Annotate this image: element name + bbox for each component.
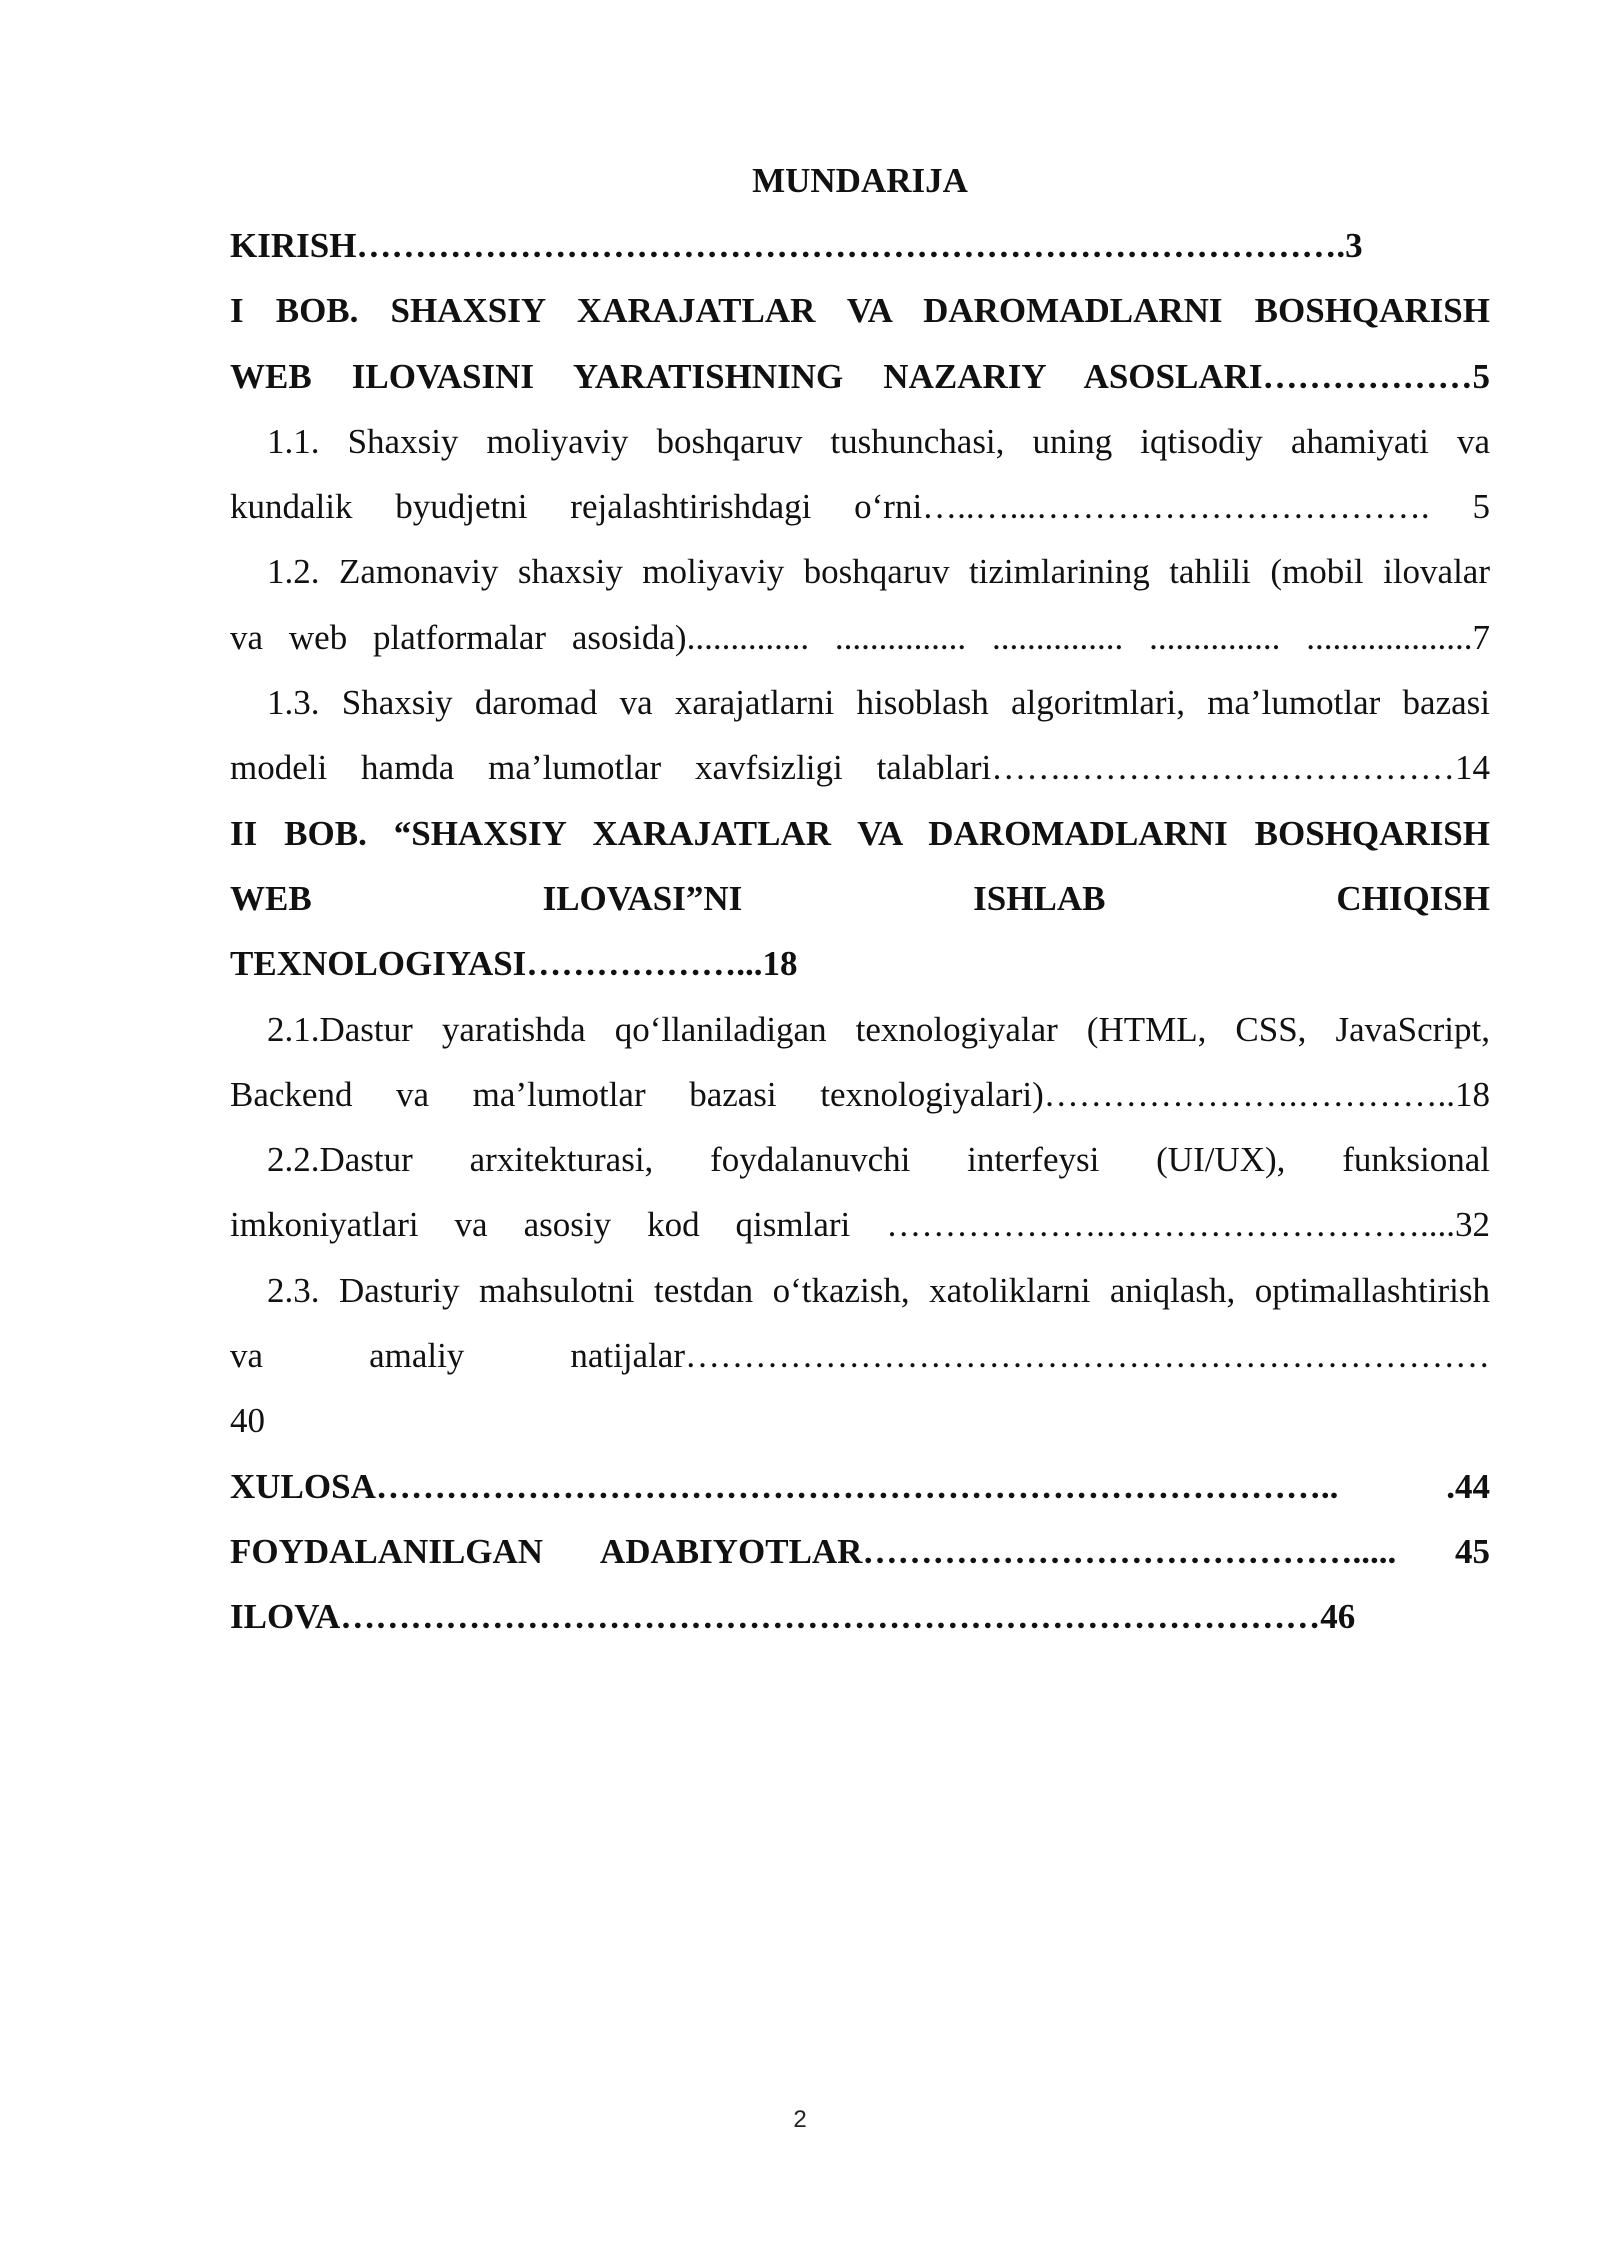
toc-line: 2.2.Dastur arxitekturasi, foydalanuvchi interfeysi (UI/UX), funksional bbox=[267, 1140, 1490, 1180]
toc-line: 2.1.Dastur yaratishda qo‘llaniladigan texnologiyalar (HTML, CSS, JavaScript, bbox=[267, 1009, 1490, 1049]
toc-line: va web platformalar asosida).............. ............... ............... ............... ...................7 bbox=[230, 617, 1490, 657]
toc-line: va amaliy natijalar…………………………………………………………… bbox=[230, 1336, 1490, 1376]
toc-line: 1.2. Zamonaviy shaxsiy moliyaviy boshqaruv tizimlarining tahlili (mobil ilovalar bbox=[267, 552, 1490, 592]
toc-line: 1.3. Shaxsiy daromad va xarajatlarni hisoblash algoritmlari, ma’lumotlar bazasi bbox=[267, 683, 1490, 723]
table-of-contents bbox=[230, 148, 1490, 1650]
toc-line: TEXNOLOGIYASI………………...18 bbox=[230, 944, 798, 984]
toc-line: WEB ILOVASINI YARATISHNING NAZARIY ASOSLARI………………5 bbox=[230, 356, 1490, 396]
toc-title: MUNDARIJA bbox=[752, 161, 968, 200]
toc-line: XULOSA……………………………………………………………………….. .44 bbox=[230, 1466, 1490, 1506]
toc-line: WEB ILOVASI”NI ISHLAB CHIQISH bbox=[230, 878, 1490, 918]
toc-line: I BOB. SHAXSIY XARAJATLAR VA DAROMADLARNI BOSHQARISH bbox=[230, 291, 1490, 331]
toc-line: imkoniyatlari va asosiy kod qismlari ……………….………………………....32 bbox=[230, 1205, 1490, 1245]
toc-line: 1.1. Shaxsiy moliyaviy boshqaruv tushunchasi, uning iqtisodiy ahamiyati va bbox=[267, 421, 1490, 461]
toc-line: II BOB. “SHAXSIY XARAJATLAR VA DAROMADLARNI BOSHQARISH bbox=[230, 813, 1490, 853]
toc-line: ILOVA…………………………………………………………………………46 bbox=[230, 1597, 1356, 1637]
toc-line: kundalik byudjetni rejalashtirishdagi o‘rni…..…...……………………………. 5 bbox=[230, 487, 1490, 527]
toc-line: KIRISH………………………………………………………………………….3 bbox=[230, 226, 1363, 265]
toc-line: Backend va ma’lumotlar bazasi texnologiyalari)………………….…………..18 bbox=[230, 1074, 1490, 1114]
toc-lines bbox=[230, 213, 1490, 1650]
toc-line: modeli hamda ma’lumotlar xavfsizligi talablari…….……………………………14 bbox=[230, 748, 1490, 788]
page-number: 2 bbox=[793, 2106, 807, 2133]
toc-line: FOYDALANILGAN ADABIYOTLAR……………………………………..... 45 bbox=[230, 1531, 1490, 1571]
toc-line: 40 bbox=[230, 1401, 265, 1441]
toc-line: 2.3. Dasturiy mahsulotni testdan o‘tkazish, xatoliklarni aniqlash, optimallashtirish bbox=[267, 1270, 1490, 1310]
